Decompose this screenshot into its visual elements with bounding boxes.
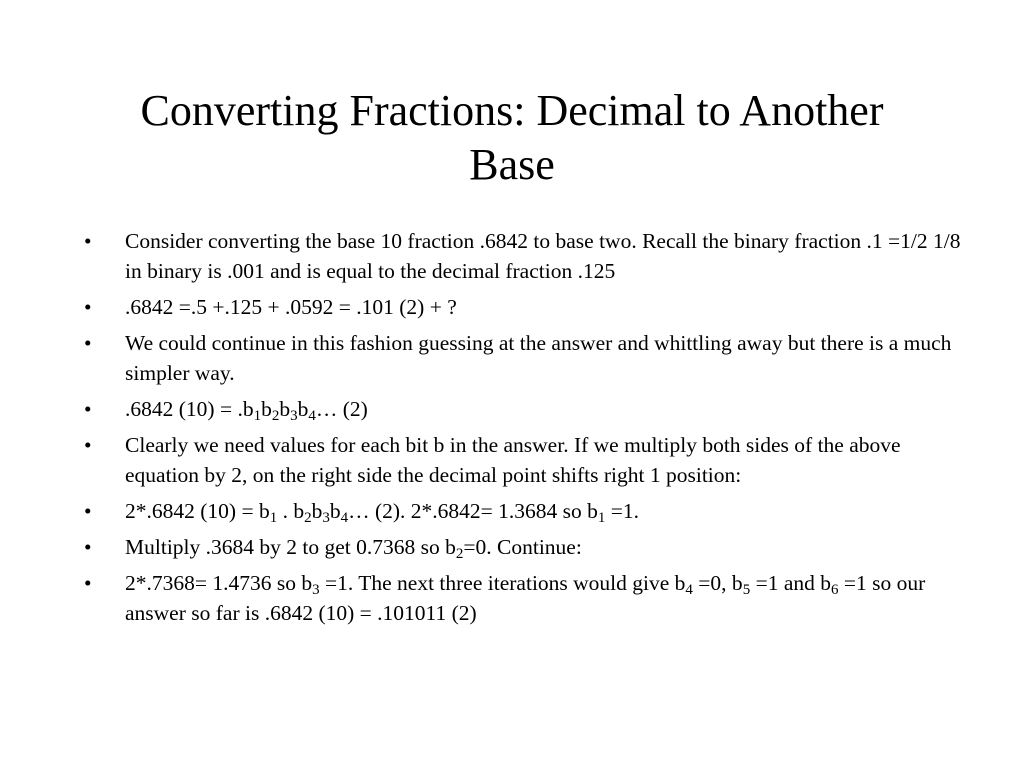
- bullet-item: [82, 292, 962, 322]
- text-run: b: [297, 397, 309, 421]
- bullet-text: [125, 571, 925, 625]
- bullet-text: Clearly we need values for each bit b in the answer. If we multiply both sides of the above equation by 2, on the right side the decimal point shifts right 1 position:: [125, 433, 901, 487]
- bullet-item: [82, 532, 962, 562]
- subscript: 2: [304, 510, 312, 526]
- bullet-icon: •: [84, 229, 92, 253]
- bullet-icon: •: [84, 397, 92, 421]
- text-run: =1 and b: [750, 571, 831, 595]
- subscript: 4: [685, 582, 693, 598]
- text-run: b: [329, 499, 341, 523]
- bullet-text: [125, 499, 640, 526]
- text-run: 2*.6842 (10) = b: [125, 499, 270, 523]
- bullet-icon: •: [84, 331, 92, 355]
- subscript: 1: [269, 510, 278, 526]
- bullet-text: [125, 535, 582, 562]
- text-run: =0, b: [692, 571, 743, 595]
- text-run: b: [279, 397, 291, 421]
- bullet-text: Consider converting the base 10 fraction .6842 to base two. Recall the binary fraction .1 =1/2 1/8 in binary is .001 and is equal to the decimal fraction .125: [125, 229, 961, 283]
- bullet-icon: •: [84, 295, 92, 319]
- subscript: 4: [308, 408, 316, 424]
- subscript: 1: [597, 510, 606, 526]
- subscript: 2: [455, 546, 464, 562]
- text-run: =0. Continue:: [463, 535, 582, 559]
- text-run: b: [261, 397, 272, 421]
- text-run: .6842 (10) = .b: [125, 397, 254, 421]
- bullet-item: [82, 394, 962, 424]
- text-run: Multiply .3684 by 2 to get 0.7368 so b: [125, 535, 456, 559]
- bullet-icon: •: [84, 433, 92, 457]
- subscript: 5: [742, 582, 751, 598]
- subscript: 4: [340, 510, 349, 526]
- bullet-text: [125, 397, 368, 424]
- bullet-item: [82, 430, 962, 490]
- text-run: =1 so our answer so far is .6842 (10) = .101011 (2): [125, 571, 926, 625]
- bullet-icon: •: [84, 571, 92, 595]
- bullet-item: [82, 496, 962, 526]
- subscript: 2: [271, 408, 280, 424]
- subscript: 6: [830, 582, 839, 598]
- bullet-icon: •: [84, 535, 92, 559]
- bullet-icon: •: [84, 499, 92, 523]
- subscript: 3: [312, 582, 320, 598]
- bullet-item: [82, 568, 962, 628]
- bullet-text: We could continue in this fashion guessing at the answer and whittling away but there is a much simpler way.: [125, 331, 952, 385]
- slide-title: Converting Fractions: Decimal to Another Base: [140, 86, 884, 189]
- subscript: 1: [253, 408, 262, 424]
- bullet-list: [82, 226, 962, 634]
- text-run: … (2): [315, 397, 368, 421]
- bullet-item: [82, 328, 962, 388]
- bullet-text: .6842 =.5 +.125 + .0592 = .101 (2) + ?: [125, 295, 457, 319]
- text-run: b: [311, 499, 323, 523]
- text-run: =1. The next three iterations would give b: [319, 571, 686, 595]
- text-run: … (2). 2*.6842= 1.3684 so b: [348, 499, 598, 523]
- subscript: 3: [322, 510, 330, 526]
- bullet-item: [82, 226, 962, 286]
- text-run: =1.: [605, 499, 640, 523]
- subscript: 3: [290, 408, 298, 424]
- text-run: . b: [277, 499, 305, 523]
- text-run: 2*.7368= 1.4736 so b: [125, 571, 313, 595]
